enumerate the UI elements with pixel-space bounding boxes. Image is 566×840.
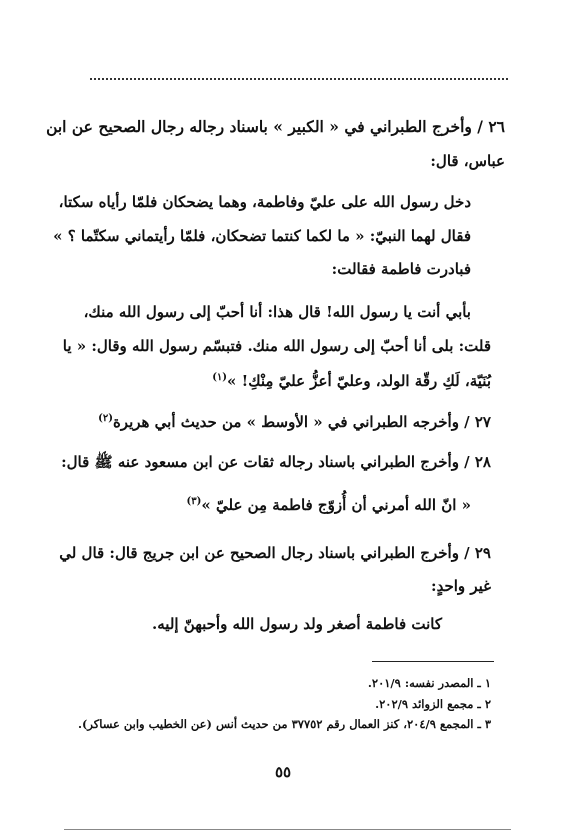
footnote-ref-2: (٢) (98, 413, 113, 424)
quote-1-line-3: فبادرت فاطمة فقالت: (331, 260, 471, 278)
page-number: ٥٥ (274, 763, 292, 781)
paragraph-26-line-2: عباس، قال: (430, 152, 505, 170)
footnote-2: ٢ ـ مجمع الزوائد ٢٠٢/٩. (375, 697, 491, 711)
paragraph-29-line-1: ٢٩ / وأخرج الطبراني باسناد رجال الصحيح عن ابن جريج قال: قال لي (59, 544, 491, 562)
quote-2-line-3-text: بُنَيّة، لَكِ رقّة الولد، وعليّ أعزُّ عليّ مِنْكِ! » (227, 372, 491, 390)
footnote-separator (372, 661, 494, 662)
paragraph-26-line-1: ٢٦ / وأخرج الطبراني في « الكبير » باسناد رجاله رجال الصحيح عن ابن (46, 117, 505, 136)
quote-3 (187, 492, 471, 515)
paragraph-28: ٢٨ / وأخرج الطبراني باسناد رجاله ثقات عن ابن مسعود عنه ﷺ قال: (61, 453, 491, 471)
paragraph-27-text: ٢٧ / وأخرجه الطبراني في « الأوسط » من حديث أبي هريرة (112, 413, 491, 431)
footnote-3: ٣ ـ المجمع ٢٠٤/٩، كنز العمال رقم ٣٧٧٥٢ من حديث أنس (عن الخطيب وابن عساكر). (77, 717, 491, 731)
quote-2-line-2: قلت: بلى أنا أحبّ إلى رسول الله منك. فتبسّم رسول الله وقال: « يا (62, 337, 491, 355)
paragraph-29-line-2: غير واحدٍ: (431, 577, 491, 595)
header-dotted-rule (90, 78, 508, 84)
bottom-edge-rule (64, 829, 511, 830)
footnote-1: ١ ـ المصدر نفسه: ٢٠١/٩. (367, 676, 491, 690)
quote-2-line-3 (212, 368, 491, 391)
quote-1-line-1: دخل رسول الله على عليّ وفاطمة، وهما يضحكان فلمّا رأياه سكتا، (58, 193, 471, 211)
footnote-ref-3: (٣) (186, 496, 202, 507)
quote-3-text: « انّ الله أمرني أن أُزوّج فاطمة مِن عليّ » (201, 496, 471, 514)
paragraph-27 (98, 409, 491, 432)
quote-2-line-1: بأبي أنت يا رسول الله! قال هذا: أنا أحبّ إلى رسول الله منك، (83, 303, 471, 321)
quote-1-line-2: فقال لهما النبيّ: « ما لكما كنتما تضحكان، فلمّا رأيتماني سكتّما ؟ » (53, 227, 471, 245)
quote-4: كانت فاطمة أصغر ولد رسول الله وأحبهنّ إليه. (152, 615, 442, 633)
footnote-ref-1: (١) (212, 372, 228, 383)
